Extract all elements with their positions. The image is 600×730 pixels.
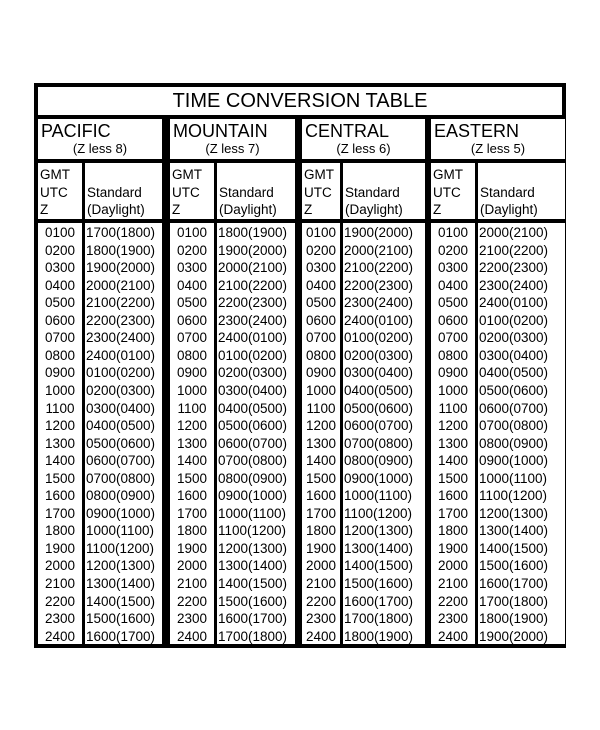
standard-cell: 1800(1900): [479, 611, 549, 627]
standard-cell: 0200(0300): [86, 382, 156, 398]
standard-cell: 1400(1500): [344, 558, 414, 574]
gmt-cell: 1900: [437, 540, 469, 556]
gmt-cell: 2300: [44, 611, 76, 627]
header-spacer: [480, 166, 565, 184]
gmt-header-line: Z: [433, 202, 442, 217]
gmt-cell: 2100: [305, 576, 337, 591]
gmt-cell: 0900: [44, 365, 76, 381]
gmt-header-line: UTC: [172, 184, 200, 200]
gmt-cell: 0400: [305, 277, 337, 293]
gmt-column: [302, 223, 340, 644]
standard-cell: 1300(1400): [344, 540, 414, 556]
standard-cell: 2000(2100): [218, 260, 288, 276]
gmt-cell: 2300: [176, 611, 208, 627]
zone-header: [170, 119, 295, 159]
gmt-cell: 0600: [437, 312, 469, 328]
gmt-cell: 1300: [176, 435, 208, 451]
gmt-cell: 2300: [305, 611, 337, 627]
standard-cell: 0900(1000): [479, 453, 549, 469]
standard-cell: 1400(1500): [86, 593, 156, 609]
standard-cell: 2400(0100): [86, 347, 156, 363]
standard-column: [343, 223, 425, 644]
standard-cell: 0400(0500): [86, 418, 156, 434]
gmt-cell: 1000: [305, 382, 337, 398]
standard-header-line: (Daylight): [87, 202, 145, 217]
gmt-cell: 1200: [176, 418, 208, 434]
gmt-header-line: GMT: [40, 167, 70, 182]
standard-column: [217, 223, 295, 644]
standard-cell: 1300(1400): [479, 523, 549, 539]
gmt-cell: 0500: [305, 295, 337, 311]
gmt-cell: 1100: [45, 400, 75, 416]
gmt-cell: 2200: [176, 593, 208, 609]
standard-cell: 1700(1800): [86, 225, 156, 240]
gmt-cell: 0800: [305, 347, 337, 363]
standard-cell: 1500(1600): [86, 611, 156, 627]
gmt-cell: 1000: [44, 382, 76, 398]
standard-cell: 2100(2200): [86, 295, 156, 311]
gmt-cell: 0300: [437, 260, 469, 276]
gmt-cell: 0500: [44, 295, 76, 311]
gmt-cell: 2400: [44, 628, 76, 644]
gmt-cell: 1000: [176, 382, 208, 398]
standard-header: [217, 163, 295, 219]
standard-cell: 1800(1900): [218, 225, 288, 240]
gmt-cell: 1600: [176, 488, 208, 504]
standard-cell: 1600(1700): [218, 611, 288, 627]
standard-cell: 0700(0800): [344, 435, 414, 451]
standard-cell: 0200(0300): [479, 330, 549, 346]
standard-cell: 0500(0600): [218, 418, 288, 434]
gmt-cell: 1900: [305, 540, 337, 556]
gmt-cell: 1600: [44, 488, 76, 504]
gmt-cell: 0100: [176, 225, 208, 240]
standard-cell: 2100(2200): [344, 260, 414, 276]
gmt-cell: 0900: [176, 365, 208, 381]
standard-cell: 1000(1100): [86, 523, 155, 539]
gmt-header: [302, 163, 340, 219]
gmt-cell: 1300: [437, 435, 469, 451]
gmt-cell: 2400: [437, 628, 469, 644]
gmt-cell: 1800: [44, 523, 76, 539]
standard-cell: 1800(1900): [86, 242, 156, 258]
standard-cell: 1400(1500): [218, 576, 288, 591]
standard-cell: 2400(0100): [479, 295, 549, 311]
table-title: TIME CONVERSION TABLE: [38, 87, 562, 115]
gmt-cell: 0200: [437, 242, 469, 258]
gmt-cell: 2100: [176, 576, 208, 591]
standard-header-line: Standard: [87, 184, 142, 200]
zone-header: [431, 119, 565, 159]
standard-cell: 1600(1700): [479, 576, 549, 591]
standard-cell: 0400(0500): [218, 400, 288, 416]
standard-cell: 1700(1800): [479, 593, 549, 609]
standard-cell: 2300(2400): [218, 312, 288, 328]
standard-cell: 0200(0300): [218, 365, 288, 381]
header-spacer: [87, 166, 162, 184]
gmt-cell: 2100: [437, 576, 469, 591]
gmt-cell: 2200: [305, 593, 337, 609]
standard-cell: 0900(1000): [218, 488, 288, 504]
gmt-cell: 0900: [437, 365, 469, 381]
gmt-cell: 1500: [44, 470, 76, 486]
time-conversion-table: [34, 83, 566, 648]
standard-header-line: Standard: [345, 184, 400, 200]
standard-cell: 0400(0500): [479, 365, 549, 381]
gmt-cell: 1100: [306, 400, 336, 416]
standard-cell: 0100(0200): [86, 365, 156, 381]
gmt-cell: 2100: [44, 576, 76, 591]
standard-cell: 1800(1900): [344, 628, 414, 644]
standard-cell: 1900(2000): [344, 225, 414, 240]
standard-header-line: (Daylight): [345, 202, 403, 217]
standard-cell: 1700(1800): [218, 628, 288, 644]
standard-cell: 0100(0200): [479, 312, 549, 328]
standard-cell: 0600(0700): [218, 435, 288, 451]
gmt-header-line: GMT: [304, 167, 334, 182]
standard-column: [85, 223, 162, 644]
header-spacer: [219, 166, 295, 184]
standard-header-line: Standard: [480, 184, 535, 200]
standard-cell: 2200(2300): [479, 260, 549, 276]
gmt-cell: 2000: [176, 558, 208, 574]
gmt-cell: 0100: [437, 225, 469, 240]
gmt-cell: 1400: [176, 453, 208, 469]
standard-cell: 1200(1300): [479, 505, 549, 521]
gmt-header-line: Z: [304, 202, 313, 217]
gmt-cell: 1800: [437, 523, 469, 539]
gmt-cell: 0200: [176, 242, 208, 258]
gmt-column: [431, 223, 475, 644]
standard-cell: 0300(0400): [86, 400, 156, 416]
standard-cell: 0700(0800): [479, 418, 549, 434]
zone-header: [302, 119, 425, 159]
standard-cell: 1300(1400): [218, 558, 288, 574]
gmt-cell: 0800: [437, 347, 469, 363]
gmt-cell: 1700: [44, 505, 76, 521]
gmt-header-line: UTC: [433, 184, 461, 200]
gmt-cell: 2400: [176, 628, 208, 644]
gmt-cell: 2000: [44, 558, 76, 574]
standard-cell: 0600(0700): [479, 400, 549, 416]
standard-header-line: (Daylight): [480, 202, 538, 217]
gmt-cell: 1700: [437, 505, 469, 521]
standard-cell: 0700(0800): [218, 453, 288, 469]
standard-cell: 1100(1200): [479, 488, 548, 504]
standard-cell: 1300(1400): [86, 576, 156, 591]
standard-cell: 1600(1700): [344, 593, 414, 609]
gmt-header-line: GMT: [172, 167, 202, 182]
gmt-cell: 1400: [44, 453, 76, 469]
standard-cell: 2200(2300): [344, 277, 414, 293]
standard-cell: 1500(1600): [218, 593, 288, 609]
gmt-cell: 0100: [305, 225, 337, 240]
standard-cell: 1900(2000): [218, 242, 288, 258]
gmt-header-line: Z: [40, 202, 49, 217]
standard-cell: 1700(1800): [344, 611, 414, 627]
gmt-cell: 1500: [437, 470, 469, 486]
gmt-cell: 0700: [44, 330, 76, 346]
gmt-cell: 0400: [44, 277, 76, 293]
standard-cell: 2200(2300): [218, 295, 288, 311]
standard-cell: 1100(1200): [344, 505, 413, 521]
standard-cell: 0300(0400): [218, 382, 288, 398]
gmt-cell: 0100: [44, 225, 76, 240]
standard-cell: 0200(0300): [344, 347, 414, 363]
gmt-cell: 2000: [305, 558, 337, 574]
standard-cell: 0600(0700): [344, 418, 414, 434]
gmt-cell: 1500: [176, 470, 208, 486]
zone-header: [38, 119, 162, 159]
zone-name: PACIFIC: [41, 121, 111, 141]
gmt-header-line: GMT: [433, 167, 463, 182]
standard-cell: 0500(0600): [344, 400, 414, 416]
gmt-cell: 1700: [176, 505, 208, 521]
gmt-cell: 1300: [305, 435, 337, 451]
gmt-cell: 1000: [437, 382, 469, 398]
gmt-cell: 1500: [305, 470, 337, 486]
gmt-header: [431, 163, 475, 219]
standard-cell: 0100(0200): [218, 347, 288, 363]
gmt-cell: 0800: [176, 347, 208, 363]
standard-cell: 0600(0700): [86, 453, 156, 469]
standard-header: [478, 163, 565, 219]
standard-cell: 0100(0200): [344, 330, 414, 346]
standard-cell: 1100(1200): [86, 540, 155, 556]
gmt-cell: 2400: [305, 628, 337, 644]
gmt-cell: 0700: [437, 330, 469, 346]
gmt-cell: 1200: [305, 418, 337, 434]
standard-cell: 0500(0600): [479, 382, 549, 398]
standard-cell: 0800(0900): [218, 470, 288, 486]
gmt-cell: 1600: [305, 488, 337, 504]
zone-name: MOUNTAIN: [173, 121, 268, 141]
standard-cell: 0800(0900): [344, 453, 414, 469]
gmt-cell: 1200: [44, 418, 76, 434]
standard-cell: 2100(2200): [479, 242, 549, 258]
gmt-cell: 0500: [437, 295, 469, 311]
standard-cell: 1200(1300): [86, 558, 156, 574]
standard-cell: 1900(2000): [479, 628, 549, 644]
standard-cell: 1500(1600): [479, 558, 549, 574]
gmt-cell: 1100: [438, 400, 468, 416]
gmt-cell: 1900: [44, 540, 76, 556]
zone-offset: (Z less 7): [205, 141, 260, 156]
standard-cell: 2200(2300): [86, 312, 156, 328]
standard-cell: 2000(2100): [86, 277, 156, 293]
header-spacer: [345, 166, 425, 184]
gmt-cell: 1600: [437, 488, 469, 504]
gmt-cell: 1400: [437, 453, 469, 469]
standard-cell: 2300(2400): [344, 295, 414, 311]
standard-cell: 2000(2100): [479, 225, 549, 240]
gmt-cell: 0700: [176, 330, 208, 346]
gmt-header: [38, 163, 82, 219]
gmt-cell: 1400: [305, 453, 337, 469]
standard-cell: 2300(2400): [86, 330, 156, 346]
gmt-header-line: UTC: [304, 184, 332, 200]
gmt-cell: 0300: [305, 260, 337, 276]
gmt-cell: 0200: [305, 242, 337, 258]
standard-cell: 1900(2000): [86, 260, 156, 276]
gmt-cell: 1800: [176, 523, 208, 539]
zone-offset: (Z less 6): [336, 141, 391, 156]
gmt-cell: 2200: [437, 593, 469, 609]
gmt-cell: 0800: [44, 347, 76, 363]
standard-cell: 0800(0900): [479, 435, 549, 451]
standard-cell: 0800(0900): [86, 488, 156, 504]
gmt-cell: 1700: [305, 505, 337, 521]
standard-cell: 1000(1100): [218, 505, 287, 521]
gmt-cell: 0700: [305, 330, 337, 346]
standard-cell: 2100(2200): [218, 277, 288, 293]
gmt-cell: 0600: [44, 312, 76, 328]
standard-cell: 0300(0400): [344, 365, 414, 381]
gmt-cell: 2000: [437, 558, 469, 574]
gmt-cell: 1200: [437, 418, 469, 434]
gmt-cell: 2300: [437, 611, 469, 627]
standard-cell: 0700(0800): [86, 470, 156, 486]
zone-name: CENTRAL: [305, 121, 390, 141]
gmt-cell: 1800: [305, 523, 337, 539]
standard-cell: 2000(2100): [344, 242, 414, 258]
gmt-cell: 0300: [176, 260, 208, 276]
gmt-cell: 1100: [177, 400, 207, 416]
gmt-cell: 0500: [176, 295, 208, 311]
zone-offset: (Z less 8): [72, 141, 128, 156]
standard-header-line: Standard: [219, 184, 274, 200]
gmt-cell: 1900: [176, 540, 208, 556]
gmt-cell: 0400: [437, 277, 469, 293]
standard-cell: 1100(1200): [218, 523, 287, 539]
gmt-cell: 0600: [176, 312, 208, 328]
gmt-cell: 0300: [44, 260, 76, 276]
gmt-header-line: Z: [172, 202, 181, 217]
gmt-cell: 0400: [176, 277, 208, 293]
standard-cell: 2400(0100): [218, 330, 288, 346]
standard-cell: 0300(0400): [479, 347, 549, 363]
standard-header-line: (Daylight): [219, 202, 277, 217]
standard-cell: 0400(0500): [344, 382, 414, 398]
standard-header: [85, 163, 162, 219]
gmt-header: [170, 163, 214, 219]
standard-cell: 0900(1000): [344, 470, 414, 486]
zone-offset: (Z less 5): [470, 141, 526, 156]
standard-cell: 1000(1100): [479, 470, 548, 486]
gmt-cell: 0900: [305, 365, 337, 381]
standard-cell: 1600(1700): [86, 628, 156, 644]
standard-header: [343, 163, 425, 219]
zone-name: EASTERN: [434, 121, 520, 141]
standard-column: [478, 223, 565, 644]
gmt-header-line: UTC: [40, 184, 68, 200]
standard-cell: 2300(2400): [479, 277, 549, 293]
gmt-cell: 0600: [305, 312, 337, 328]
standard-cell: 1500(1600): [344, 576, 414, 591]
standard-cell: 1400(1500): [479, 540, 549, 556]
standard-cell: 2400(0100): [344, 312, 414, 328]
gmt-cell: 2200: [44, 593, 76, 609]
standard-cell: 1000(1100): [344, 488, 413, 504]
standard-cell: 0500(0600): [86, 435, 156, 451]
standard-cell: 1200(1300): [344, 523, 414, 539]
gmt-cell: 0200: [44, 242, 76, 258]
gmt-column: [38, 223, 82, 644]
gmt-column: [170, 223, 214, 644]
gmt-cell: 1300: [44, 435, 76, 451]
standard-cell: 1200(1300): [218, 540, 288, 556]
standard-cell: 0900(1000): [86, 505, 156, 521]
